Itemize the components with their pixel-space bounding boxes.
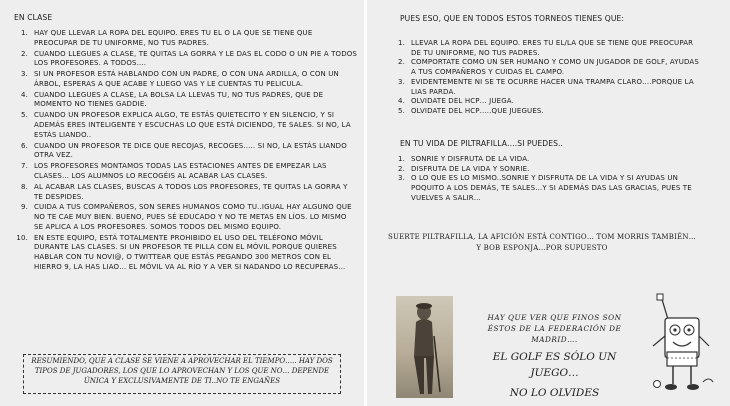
left-rule-item-number: 1. — [21, 29, 28, 37]
left-rule-item-number: 2. — [21, 49, 28, 58]
life-rule-item-text: O LO QUE ES LO MISMO..SONRIE Y DISFRUTA DE LA VIDA Y SI AYUDAS UN POQUITO A LOS DEMÁS, TE SALES…Y SI ADEMÁS DAS LAS GRACIAS, PUES TE VUELVES A SALIR… — [411, 174, 692, 202]
left-rule-item-text: CUANDO UN PROFESOR EXPLICA ALGO, TE ESTÁS QUIETECITO Y EN SILENCIO, Y SI ADEMÁS ERES INTELIGENTE Y ESCUCHAS LO QUE ESTÁ DICIENDO, TE SALES. SI NO, LA ESTÁS LIANDO.. — [34, 111, 351, 139]
left-page — [0, 0, 364, 406]
left-rule-item-text: CUANDO LLEGUES A CLASE, LA BOLSA LA LLEVAS TU, NO TUS PADRES, QUE DE MOMENTO NO TIENES GADDIE. — [34, 90, 324, 109]
left-heading: EN CLASE — [14, 13, 53, 22]
life-rule-item-number: 3. — [398, 174, 405, 183]
left-rule-item-text: HAY QUE LLEVAR LA ROPA DEL EQUIPO. ERES TU EL O LA QUE SE TIENE QUE PREOCUPAR DE TU UNIFORME, NO TUS PADRES. — [34, 29, 313, 47]
life-rule-item — [393, 165, 713, 175]
left-rule-item — [14, 142, 358, 161]
left-rule-item-text: CUANDO LLEGUES A CLASE, TE QUITAS LA GORRA Y LE DAS EL CODO O UN PIE A TODOS LOS PROFESORES. A TODOS…. — [34, 49, 358, 68]
left-rule-item — [14, 111, 358, 140]
life-rule-item-number: 1. — [398, 155, 405, 163]
left-rule-item-number: 3. — [21, 70, 28, 79]
tournament-rule-item-text: OLVIDATE DEL HCP… JUEGA. — [411, 97, 514, 106]
left-rule-item — [14, 234, 358, 273]
right-heading-life: EN TU VIDA DE PILTRAFILLA….SI PUEDES.. — [400, 139, 564, 148]
credits-text: SUERTE PILTRAFILLA, LA AFICIÓN ESTÁ CONTIGO… TOM MORRIS TAMBIÉN…Y BOB ESPONJA…POR SUPUESTO — [388, 233, 696, 252]
tournament-rule-item — [393, 58, 703, 77]
spongebob-golfer-illustration — [643, 292, 717, 398]
left-rule-item-number: 10. — [16, 233, 28, 242]
left-rule-item-number: 5. — [21, 111, 28, 120]
tournament-rule-item-number: 3. — [398, 77, 405, 86]
left-rule-item-number: 9. — [21, 203, 28, 212]
tournament-rule-item-text: LLEVAR LA ROPA DEL EQUIPO. ERES TU EL/LA QUE SE TIENE QUE PREOCUPAR DE TU UNIFORME, NO TUS PADRES. — [411, 39, 694, 57]
tournament-rule-item — [393, 107, 703, 117]
left-rule-item-number: 4. — [21, 90, 28, 99]
left-rule-item-number: 8. — [21, 182, 28, 191]
promo-line-golf-game: EL GOLF ES SÓLO UN JUEGO… — [492, 351, 617, 379]
old-golfer-photo — [396, 296, 453, 398]
left-rule-item-text: AL ACABAR LAS CLASES, BUSCAS A TODOS LOS PROFESORES, TE QUITAS LA GORRA Y TE DESPIDES. — [34, 182, 348, 201]
tournament-rule-item-number: 2. — [398, 58, 405, 67]
left-rule-item-text: CUIDA A TUS COMPAÑEROS, SON SERES HUMANOS COMO TU..IGUAL HAY ALGUNO QUE NO TE CAE MUY BIEN. BUENO, PUES SÉ EDUCADO Y NO TE METAS EN LÍOS. LO MISMO SE APLICA A LOS PROFESORES. SOMOS TODOS DEL MISMO EQUIPO. — [34, 203, 352, 231]
promo-line-dont-forget: NO LO OLVIDES — [509, 387, 600, 399]
life-rule-item — [393, 155, 713, 165]
left-rule-item-text: CUANDO UN PROFESOR TE DICE QUE RECOJAS, RECOGES….. SI NO, LA ESTÁS LIANDO OTRA VEZ. — [34, 141, 347, 160]
tournament-rules-list — [393, 39, 703, 117]
left-rule-item — [14, 183, 358, 202]
life-rules-list — [393, 155, 713, 204]
left-rule-item-number: 7. — [21, 162, 28, 171]
left-rule-item — [14, 50, 358, 69]
left-rule-item — [14, 91, 358, 110]
right-page — [367, 0, 730, 406]
tournament-rule-item — [393, 39, 703, 58]
promo-block — [477, 312, 632, 401]
left-rule-item — [14, 70, 358, 89]
life-rule-item-number: 2. — [398, 164, 405, 173]
tournament-rule-item — [393, 97, 703, 107]
life-rule-item-text: DISFRUTA DE LA VIDA Y SONRIE. — [411, 164, 530, 173]
left-rule-item-text: EN ESTE EQUIPO, ESTÁ TOTALMENTE PROHIBIDO EL USO DEL TELÉFONO MÓVIL DURANTE LAS CLASES. SI UN PROFESOR TE PILLA CON EL MÓVIL PORQUE QUIERES HABLAR CON TU NOVI@, O TWITTEAR QUE ESTÁS PEGANDO 300 METROS CON EL HIERRO 9, LA HAS LIAO… EL MÓVIL VA AL RÍO Y A VER SI NADANDO LO RECUPERAS… — [34, 233, 346, 271]
life-rule-item-text: SONRIE Y DISFRUTA DE LA VIDA. — [411, 155, 530, 163]
tournament-rule-item — [393, 78, 703, 97]
left-rules-list — [14, 29, 358, 274]
tournament-rule-item-text: OLVIDATE DEL HCP…..QUE JUEGUES. — [411, 106, 544, 115]
tournament-rule-item-text: EVIDENTEMENTE NI SE TE OCURRE HACER UNA TRAMPA CLARO….PORQUE LA LIAS PARDA. — [411, 77, 694, 96]
tournament-rule-item-number: 5. — [398, 106, 405, 115]
promo-line-federation: HAY QUE VER QUE FINOS SON ÉSTOS DE LA FEDERACIÓN DE MADRID…. — [487, 313, 622, 344]
summary-box: RESUMIENDO, QUE A CLASE SE VIENE A APROVECHAR EL TIEMPO….. HAY DOS TIPOS DE JUGADORES, LOS QUE LO APROVECHAN Y LOS QUE NO… DEPENDE ÚNICA Y EXCLUSIVAMENTE DE TI..NO TE ENGAÑES — [23, 354, 341, 394]
tournament-rule-item-text: COMPORTATE COMO UN SER HUMANO Y COMO UN JUGADOR DE GOLF, AYUDAS A TUS COMPAÑEROS Y CUIDAS EL CAMPO. — [411, 58, 699, 77]
left-rule-item-text: SI UN PROFESOR ESTÁ HABLANDO CON UN PADRE, O CON UNA ARDILLA, O CON UN ÁRBOL, ESPERAS A QUE ACABE Y LUEGO VAS Y LE CUENTAS TU PELICULA. — [34, 70, 339, 88]
left-rule-item — [14, 162, 358, 181]
left-rule-item — [14, 203, 358, 232]
tournament-rule-item-number: 1. — [398, 39, 405, 47]
left-rule-item-text: LOS PROFESORES MONTAMOS TODAS LAS ESTACIONES ANTES DE EMPEZAR LAS CLASES… LOS ALUMNOS LO RECOGÉIS AL ACABAR LAS CLASES. — [34, 162, 327, 180]
right-heading-tournaments: PUES ESO, QUE EN TODOS ESTOS TORNEOS TIENES QUE: — [400, 14, 625, 23]
left-rule-item-number: 6. — [21, 141, 28, 150]
tournament-rule-item-number: 4. — [398, 97, 405, 106]
left-rule-item — [14, 29, 358, 48]
life-rule-item — [393, 174, 713, 203]
